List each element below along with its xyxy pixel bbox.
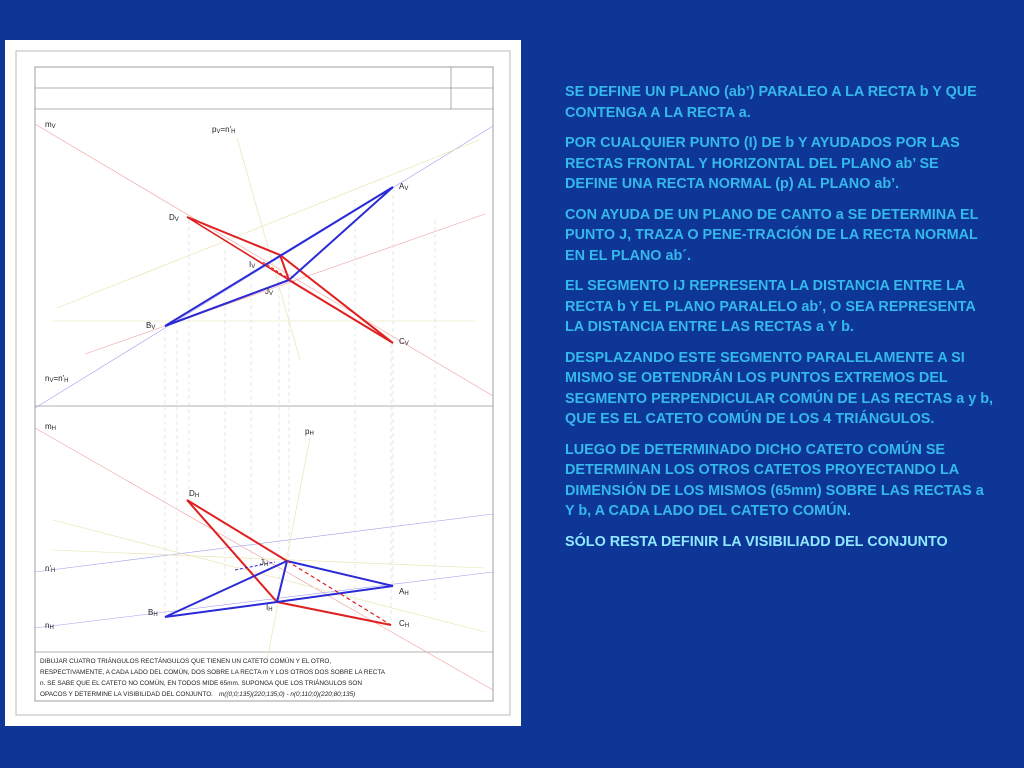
statement-line-4: OPACOS Y DETERMINE LA VISIBILIDAD DEL CONJUNTO. m((0;0;135)(220;135;0) - n(0;110;0)(220;80;135) (40, 691, 356, 698)
segment-ih-ch (277, 602, 391, 625)
problem-statement (40, 656, 470, 700)
outer-frame (16, 51, 510, 715)
segment-jv-cv (289, 280, 393, 343)
drawing-frame (35, 67, 493, 701)
construction-lines (35, 124, 493, 690)
label-dv: $D_V$ (169, 213, 179, 223)
line-m-vertical-projection (35, 124, 493, 396)
explanation-paragraph-5: DESPLAZANDO ESTE SEGMENTO PARALELAMENTE A SI MISMO SE OBTENDRÁN LOS PUNTOS EXTREMOS DEL SEGMENTO PERPENDICULAR COMÚN DE LAS RECTAS a y b, QUE ES EL CATETO COMÚN DE LOS 4 TRIÁNGULOS. (565, 349, 994, 427)
edge-plane-trace (85, 214, 485, 354)
line-n-horizontal (35, 572, 493, 628)
label-av: $A_V$ (399, 182, 409, 192)
normal-line-p-horizontal (267, 438, 310, 660)
label-cv: $C_V$ (399, 337, 409, 347)
drawing-sheet (5, 40, 521, 726)
segment-jh-ah (287, 561, 393, 586)
statement-line-2: RESPECTIVAMENTE, A CADA LADO DEL COMÚN, DOS SOBRE LA RECTA m Y LOS OTROS DOS SOBRE LA RECTA (40, 669, 386, 676)
statement-line-1: DIBUJAR CUATRO TRIÁNGULOS RECTÁNGULOS QUE TIENEN UN CATETO COMÚN Y EL OTRO, (40, 658, 332, 665)
statement-coordinates: m((0;0;135)(220;135;0) - n(0;110;0)(220;80;135) (218, 691, 356, 698)
label-dh: $D_H$ (189, 489, 200, 499)
explanation-paragraph-2: POR CUALQUIER PUNTO (I) DE b Y AYUDADOS POR LAS RECTAS FRONTAL Y HORIZONTAL DEL PLANO ab’ SE DEFINE UNA RECTA NORMAL (p) AL PLANO ab’. (565, 135, 960, 192)
label-n-prime-h: $n'_H$ (45, 564, 56, 574)
label-nh: $n_H$ (45, 621, 54, 631)
label-bv: $B_V$ (146, 321, 156, 331)
segment-jv-av (289, 187, 393, 280)
label-iv: $I_V$ (249, 260, 256, 270)
explanation-paragraph-1: SE DEFINE UN PLANO (ab’) PARALEO A LA RECTA b Y QUE CONTENGA A LA RECTA a. (565, 84, 977, 121)
label-bh: $B_H$ (148, 608, 158, 618)
line-n-vertical-projection (35, 126, 493, 408)
explanation-paragraph-final: SÓLO RESTA DEFINIR LA VISIBILIADD DEL CONJUNTO (565, 533, 948, 550)
label-mh: $m_H$ (45, 422, 57, 432)
label-ah: $A_H$ (399, 587, 409, 597)
label-ch: $C_H$ (399, 619, 410, 629)
statement-line-3: n. SE SABE QUE EL CATETO NO COMÚN, EN TODOS MIDE 65mm. SUPONGA QUE LOS TRIÁNGULOS SON (40, 680, 362, 687)
label-jh: $J_H$ (260, 558, 269, 568)
label-nv-nh: $n_V=n'_H$ (45, 374, 69, 384)
explanation-paragraph-3: CON AYUDA DE UN PLANO DE CANTO a SE DETERMINA EL PUNTO J, TRAZA O PENE-TRACIÓN DE LA RECTA NORMAL EN EL PLANO ab´. (565, 206, 979, 264)
explanation-paragraph-4: EL SEGMENTO IJ REPRESENTA LA DISTANCIA ENTRE LA RECTA b Y EL PLANO PARALELO ab’, O SEA REPRESENTA LA DISTANCIA ENTRE LAS RECTAS a Y b. (565, 278, 976, 335)
label-mv: $m_V$ (45, 120, 56, 130)
frontal-line-horizontal (53, 520, 485, 632)
descriptive-geometry-drawing (5, 40, 521, 726)
label-jv: $J_V$ (265, 287, 274, 297)
explanation-text (565, 82, 995, 562)
label-ih: $I_H$ (266, 603, 273, 613)
explanation-paragraph-6: LUEGO DE DETERMINADO DICHO CATETO COMÚN SE DETERMINAN LOS OTROS CATETOS PROYECTANDO LA DIMENSIÓN DE LOS MISMOS (65mm) SOBRE LAS RECTAS a Y b, A CADA LADO DEL CATETO COMÚN. (565, 441, 984, 519)
label-pv-nh: $p_V=n'_H$ (212, 125, 236, 135)
horizontal-line-horizontal (53, 550, 485, 568)
label-ph: $p_H$ (305, 427, 314, 437)
frontal-line-vertical (57, 140, 479, 308)
segment-dh-jh (187, 500, 287, 561)
